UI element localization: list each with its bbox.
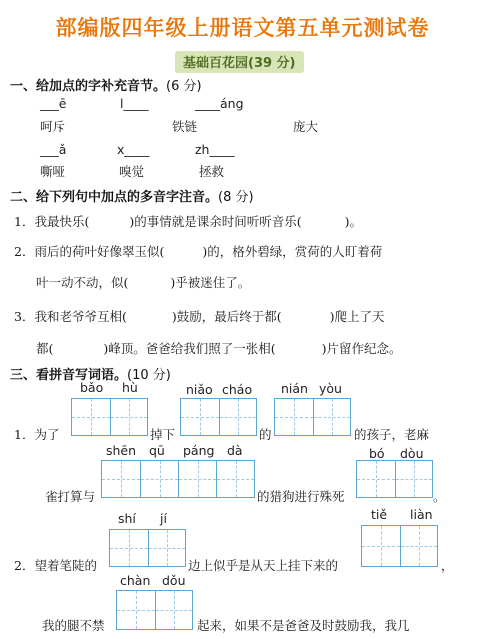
writing-grid[interactable] — [109, 529, 186, 567]
pinyin-blank: x____ — [117, 142, 150, 157]
text: 我的腿不禁 — [42, 618, 105, 633]
pinyin: liàn — [410, 507, 433, 522]
question-line: 叶一动不动，似( )乎被迷住了。 — [36, 275, 251, 290]
question-line: 1．我最快乐( )的事情就是课余时间听听音乐( )。 — [14, 214, 362, 229]
writing-grid[interactable] — [71, 398, 148, 436]
text: 。 — [433, 489, 446, 504]
writing-grid[interactable] — [180, 398, 257, 436]
pinyin: tiě — [371, 507, 388, 522]
pinyin: páng — [183, 443, 215, 458]
pinyin: shēn — [106, 443, 137, 458]
pinyin-blank: l____ — [120, 96, 149, 111]
pinyin: qū — [149, 443, 165, 458]
section-2-title: 二、给下列句中加点的多音字注音。(8 分) — [10, 190, 254, 205]
text: ， — [441, 558, 454, 573]
writing-grid[interactable] — [356, 460, 433, 498]
pinyin: shí — [118, 511, 136, 526]
pinyin: chàn — [120, 573, 151, 588]
question-line: 1．为了 — [14, 427, 60, 442]
text: 掉下 — [150, 427, 176, 442]
text: 起来，如果不是爸爸及时鼓励我，我几 — [197, 618, 410, 633]
question-line: 3．我和老爷爷互相( )鼓励，最后终于都( )爬上了天 — [14, 309, 385, 324]
writing-grid[interactable] — [361, 525, 438, 567]
word: 拯救 — [199, 164, 225, 179]
writing-grid[interactable] — [274, 398, 351, 436]
writing-grid[interactable] — [116, 590, 193, 630]
pinyin: niǎo — [186, 382, 213, 397]
word: 嘶哑 — [40, 164, 66, 179]
question-line: 2．望着笔陡的 — [14, 558, 97, 573]
word: 呵斥 — [40, 119, 66, 134]
pinyin: nián — [281, 381, 308, 396]
word: 庞大 — [293, 119, 319, 134]
pinyin: jí — [160, 511, 167, 526]
pinyin-blank: ___ē — [40, 96, 67, 111]
pinyin: dòu — [400, 446, 424, 461]
pinyin: yòu — [319, 381, 342, 396]
text: 边上似乎是从天上挂下来的 — [188, 558, 339, 573]
pinyin-blank: ____áng — [195, 96, 244, 111]
text: 的 — [259, 427, 272, 442]
pinyin: dà — [227, 443, 243, 458]
word: 铁链 — [172, 119, 198, 134]
pinyin-blank: zh____ — [195, 142, 235, 157]
pinyin: dǒu — [162, 573, 186, 588]
section-1-title: 一、给加点的字补充音节。(6 分) — [10, 79, 202, 94]
text: 雀打算与 — [45, 489, 96, 504]
pinyin: bǎo — [80, 380, 104, 395]
question-line: 都( )峰顶。爸爸给我们照了一张相( )片留作纪念。 — [36, 341, 402, 356]
pinyin: cháo — [222, 382, 253, 397]
section-3-title: 三、看拼音写词语。(10 分) — [10, 368, 171, 383]
writing-grid[interactable] — [101, 460, 255, 498]
section-badge: 基础百花园(39 分) — [175, 51, 304, 73]
pinyin-blank: ___ǎ — [40, 142, 67, 157]
pinyin: hù — [122, 380, 138, 395]
text: 的猎狗进行殊死 — [257, 489, 345, 504]
page-title: 部编版四年级上册语文第五单元测试卷 — [55, 16, 430, 40]
text: 的孩子，老麻 — [354, 427, 430, 442]
word: 嗅觉 — [119, 164, 145, 179]
pinyin: bó — [369, 446, 385, 461]
question-line: 2．雨后的荷叶好像翠玉似( )的，格外碧绿，赏荷的人盯着荷 — [14, 244, 383, 259]
